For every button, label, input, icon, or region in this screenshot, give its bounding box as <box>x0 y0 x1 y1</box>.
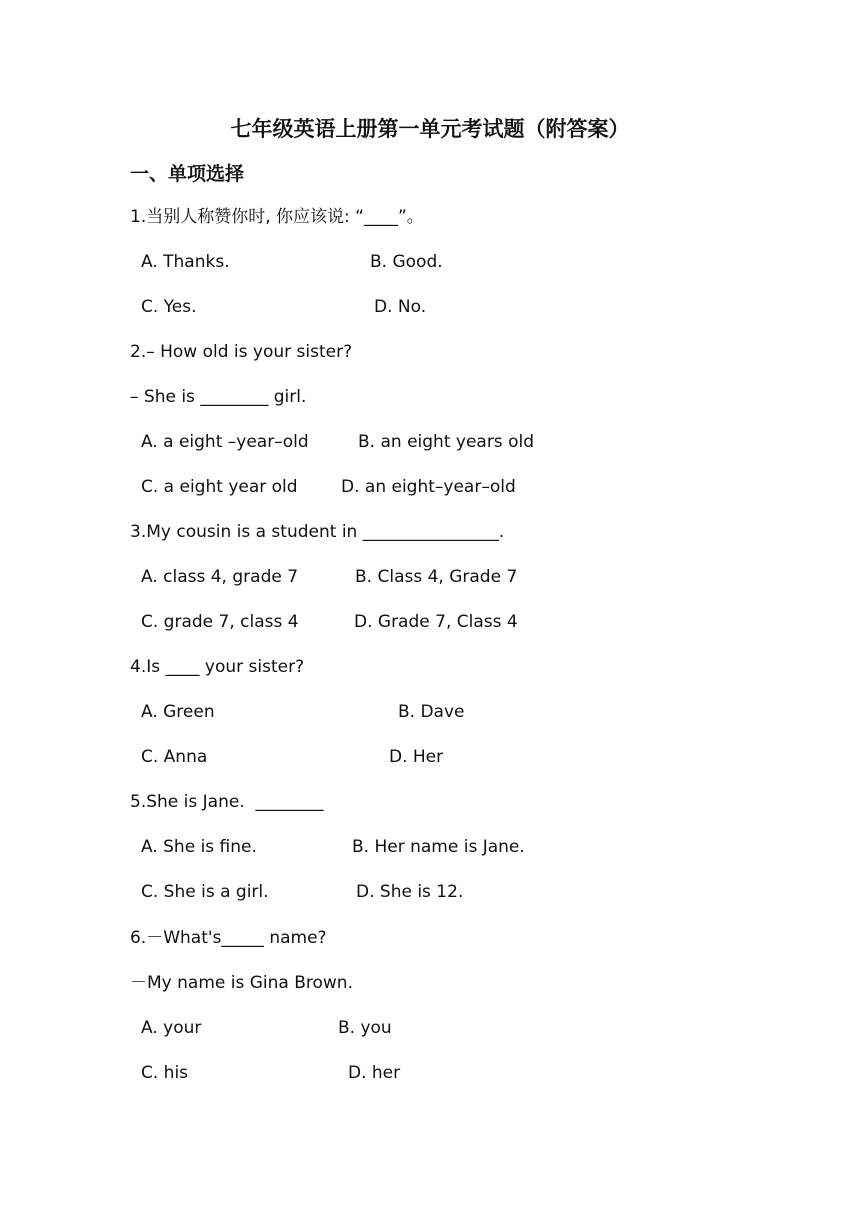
question-6-option-d: D. her <box>348 1063 401 1083</box>
question-6-stem: 6.－What's_____ name? <box>130 928 327 948</box>
question-4-option-b: B. Dave <box>398 702 465 722</box>
question-4-option-a: A. Green <box>141 702 215 722</box>
question-5-option-b: B. Her name is Jane. <box>352 837 525 857</box>
question-1-option-c: C. Yes. <box>141 297 197 317</box>
question-5-stem: 5.She is Jane. ________ <box>130 792 324 812</box>
question-2-option-c: C. a eight year old <box>141 477 298 497</box>
question-1-option-d: D. No. <box>374 297 427 317</box>
question-3-option-b: B. Class 4, Grade 7 <box>355 567 518 587</box>
question-4-option-d: D. Her <box>389 747 444 767</box>
question-6-option-a: A. your <box>141 1018 202 1038</box>
question-2-option-a: A. a eight –year–old <box>141 432 309 452</box>
question-3-stem: 3.My cousin is a student in ________________. <box>130 522 505 542</box>
question-1-option-a: A. Thanks. <box>141 252 230 272</box>
question-5-option-d: D. She is 12. <box>356 882 464 902</box>
question-4-option-c: C. Anna <box>141 747 208 767</box>
question-5-option-c: C. She is a girl. <box>141 882 269 902</box>
question-2-stem: 2.– How old is your sister? <box>130 342 353 362</box>
question-3-option-c: C. grade 7, class 4 <box>141 612 299 632</box>
document-title: 七年级英语上册第一单元考试题（附答案） <box>230 116 630 141</box>
question-3-option-d: D. Grade 7, Class 4 <box>354 612 518 632</box>
question-5-option-a: A. She is fine. <box>141 837 257 857</box>
question-3-option-a: A. class 4, grade 7 <box>141 567 299 587</box>
question-2-answer-line: – She is ________ girl. <box>130 387 307 407</box>
question-4-stem: 4.Is ____ your sister? <box>130 657 305 677</box>
question-6-option-c: C. his <box>141 1063 189 1083</box>
question-1-option-b: B. Good. <box>370 252 443 272</box>
question-2-option-b: B. an eight years old <box>358 432 534 452</box>
question-6-option-b: B. you <box>338 1018 392 1038</box>
question-6-answer-line: －My name is Gina Brown. <box>130 973 353 993</box>
question-1-stem: 1.当别人称赞你时, 你应该说: “____”。 <box>130 207 424 227</box>
section-heading: 一、单项选择 <box>130 163 245 185</box>
question-2-option-d: D. an eight–year–old <box>341 477 516 497</box>
